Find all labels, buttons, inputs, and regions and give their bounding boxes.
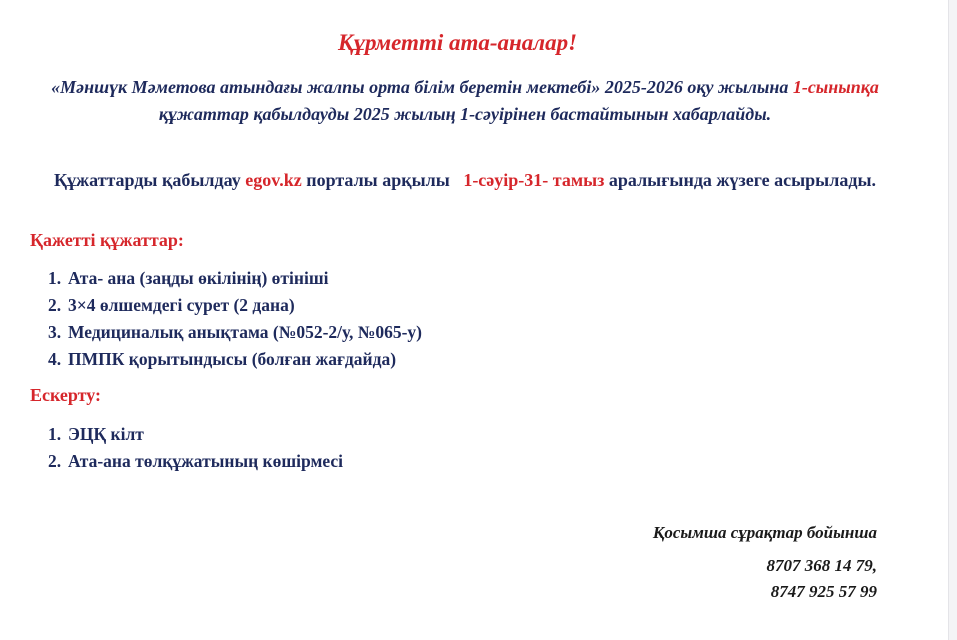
list-item	[48, 319, 422, 346]
intro-text-1: «Мәншүк Мәметова атындағы жалпы орта білім беретін мектебі» 2025-2026 оқу жылына	[51, 77, 793, 97]
list-item	[48, 346, 422, 373]
list-item-text: ПМПК қорытындысы (болған жағдайда)	[68, 349, 397, 369]
list-item	[48, 421, 343, 448]
contact-phone-1: 8707 368 14 79,	[766, 556, 877, 575]
list-item-number: 2.	[48, 295, 62, 315]
list-item-number: 3.	[48, 322, 62, 342]
contact-label: Қосымша сұрақтар бойынша	[652, 523, 877, 542]
portal-text-3: аралығында жүзеге асырылады.	[604, 170, 876, 190]
contact-phone-2: 8747 925 57 99	[770, 582, 877, 601]
list-item	[48, 265, 422, 292]
documents-heading: Қажетті құжаттар:	[30, 230, 184, 250]
list-item	[48, 292, 422, 319]
intro-text-2: құжаттар қабылдауды 2025 жылың 1-сәуірінен бастайтынын хабарлайды.	[158, 104, 772, 124]
portal-period-highlight: 1-сәуір-31- тамыз	[463, 170, 605, 190]
list-item-text: 3×4 өлшемдегі сурет (2 дана)	[68, 295, 295, 315]
list-item-text: Ата-ана төлқұжатының көшірмесі	[68, 451, 344, 471]
list-item-text: Медициналық анықтама (№052-2/у, №065-у)	[68, 322, 423, 342]
portal-text-1: Құжаттарды қабылдау	[54, 170, 246, 190]
page-title: Құрметті ата-аналар!	[337, 30, 578, 55]
intro-paragraph	[30, 74, 900, 128]
list-item-number: 1.	[48, 268, 62, 288]
list-item-number: 4.	[48, 349, 62, 369]
portal-paragraph	[30, 167, 900, 194]
note-list	[48, 421, 343, 475]
list-item-number: 1.	[48, 424, 62, 444]
documents-list	[48, 265, 422, 373]
list-item-number: 2.	[48, 451, 62, 471]
page-edge	[948, 0, 957, 640]
note-heading: Ескерту:	[30, 385, 102, 405]
list-item-text: Ата- ана (заңды өкілінің) өтініші	[68, 268, 329, 288]
portal-text-2: порталы арқылы	[301, 170, 464, 190]
intro-grade-highlight: 1-сыныпқа	[792, 77, 879, 97]
portal-site-highlight: egov.kz	[245, 170, 302, 190]
list-item-text: ЭЦҚ кілт	[68, 424, 144, 444]
list-item	[48, 448, 343, 475]
